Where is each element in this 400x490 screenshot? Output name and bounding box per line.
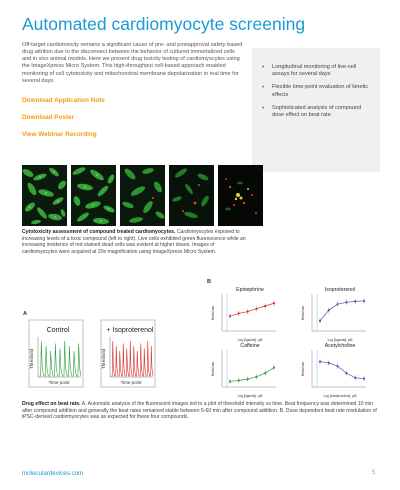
data-point bbox=[264, 305, 266, 307]
data-point bbox=[345, 372, 347, 374]
footer-site-link[interactable]: moleculardevices.com bbox=[22, 470, 84, 477]
chart-title: Isoproterenol bbox=[324, 287, 356, 293]
cardiomyocyte-image-1 bbox=[22, 165, 67, 226]
data-point bbox=[229, 380, 231, 382]
chart-xlabel: Log [Acetylcholine], μM bbox=[323, 394, 357, 398]
chart-ylabel: Beats/min bbox=[301, 361, 305, 377]
data-point bbox=[229, 315, 231, 317]
chart-xlabel: Log [Agonist], μM bbox=[327, 338, 353, 342]
series-line bbox=[230, 368, 274, 382]
data-point bbox=[328, 309, 330, 311]
series-line bbox=[320, 362, 364, 379]
panel-a-label: A bbox=[23, 311, 27, 317]
data-point bbox=[255, 308, 257, 310]
chart-isoproterenol-trace bbox=[100, 319, 156, 388]
data-point bbox=[363, 300, 365, 302]
chart-ylabel: Beats/min bbox=[301, 305, 305, 321]
intro-paragraph: Off-target cardiotoxicity remains a significant cause of pre- and postapproval safety-based drug attrition due to the disconnect between the behavior of cultured immortalized cells and in vivo animal models. Here we present drug toxicity testing of cardiomyocytes using the ImageXpress Micro System. This high-throughput cell-based approach enabled monitoring of cell cytotoxicity and mitochondrial membrane depolarization in real time for several days. bbox=[22, 42, 243, 84]
chart-title: Control bbox=[46, 327, 70, 334]
data-point bbox=[354, 377, 356, 379]
chart-ylabel: Threshold bbox=[29, 348, 34, 370]
figure1-caption-text: Cardiomyocytes exposed to increasing levels of a toxic compound (left to right). Live cells exhibited green fluorescence while an increasing incidence of red stained dead cells was evident at higher doses. Images of cardiomyocytes were acquired at 20x magnification using ImageXpress Micro System. bbox=[22, 229, 246, 255]
chart-acetylcholine bbox=[300, 340, 370, 400]
series-line bbox=[230, 303, 274, 316]
download-poster-link[interactable]: Download Poster bbox=[22, 114, 75, 121]
figure1-caption-title: Cytotoxicity assessment of compound treated cardiomyocytes. bbox=[22, 229, 176, 235]
data-point bbox=[345, 301, 347, 303]
data-point bbox=[238, 379, 240, 381]
series-line bbox=[320, 301, 364, 321]
webinar-link[interactable]: View Webinar Recording bbox=[22, 131, 97, 138]
figure2-caption-text: A. Automatic analysis of the fluorescent images led to a plot of threshold intensity vs time. Beat frequency was determined 10 min after compound addition and generally the beat rates remained stable between 5-60 min after compound addition. B. Dose dependent beat rate modulation of iPSC-derived cardiomyocytes was as expected for these four compounds. bbox=[22, 401, 377, 420]
chart-control bbox=[28, 319, 84, 388]
cardiomyocyte-image-5 bbox=[218, 165, 263, 226]
data-point bbox=[247, 378, 249, 380]
data-point bbox=[328, 362, 330, 364]
cardiomyocyte-image-2 bbox=[71, 165, 116, 226]
figure1-caption bbox=[22, 229, 248, 255]
chart-xlabel: Log [Agonist], μM bbox=[237, 338, 263, 342]
chart-xlabel: Time point bbox=[48, 380, 70, 385]
data-point bbox=[238, 312, 240, 314]
data-point bbox=[273, 366, 275, 368]
data-point bbox=[319, 360, 321, 362]
highlight-bullet: • Longitudinal monitoring of live-cell assays for several days bbox=[262, 64, 370, 78]
figure2-caption bbox=[22, 401, 378, 421]
highlight-bullet: • Sophisticated analysis of compound dose effect on beat rate bbox=[262, 105, 370, 119]
data-point bbox=[354, 300, 356, 302]
data-point bbox=[255, 376, 257, 378]
chart-epinephrine bbox=[210, 284, 280, 344]
highlight-bullet: • Flexible time-point evaluation of kinetic effects bbox=[262, 84, 370, 98]
page-title: Automated cardiomyocyte screening bbox=[22, 14, 306, 34]
chart-xlabel: Time point bbox=[120, 380, 142, 385]
page-number: 5 bbox=[372, 470, 376, 476]
data-point bbox=[337, 365, 339, 367]
panel-b-label: B bbox=[207, 279, 211, 285]
figure2-caption-title: Drug effect on beat rate. bbox=[22, 401, 81, 407]
chart-caffeine bbox=[210, 340, 280, 400]
chart-ylabel: Beats/min bbox=[211, 305, 215, 321]
chart-title: Caffeine bbox=[240, 343, 260, 349]
data-point bbox=[337, 303, 339, 305]
chart-title: Acetylcholine bbox=[324, 343, 356, 349]
data-point bbox=[363, 378, 365, 380]
download-app-note-link[interactable]: Download Application Note bbox=[22, 97, 105, 104]
chart-title: + Isoproterenol bbox=[106, 327, 154, 334]
data-point bbox=[273, 302, 275, 304]
cardiomyocyte-image-4 bbox=[169, 165, 214, 226]
cardiomyocyte-image-3 bbox=[120, 165, 165, 226]
chart-xlabel: Log [Agonist], μM bbox=[237, 394, 263, 398]
data-point bbox=[247, 310, 249, 312]
chart-isoproterenol-dose bbox=[300, 284, 370, 344]
data-point bbox=[319, 320, 321, 322]
chart-ylabel: Threshold bbox=[101, 348, 106, 370]
data-point bbox=[264, 372, 266, 374]
chart-ylabel: Beats/min bbox=[211, 361, 215, 377]
chart-title: Epinephrine bbox=[236, 287, 264, 293]
highlights-sidebar bbox=[252, 48, 380, 172]
